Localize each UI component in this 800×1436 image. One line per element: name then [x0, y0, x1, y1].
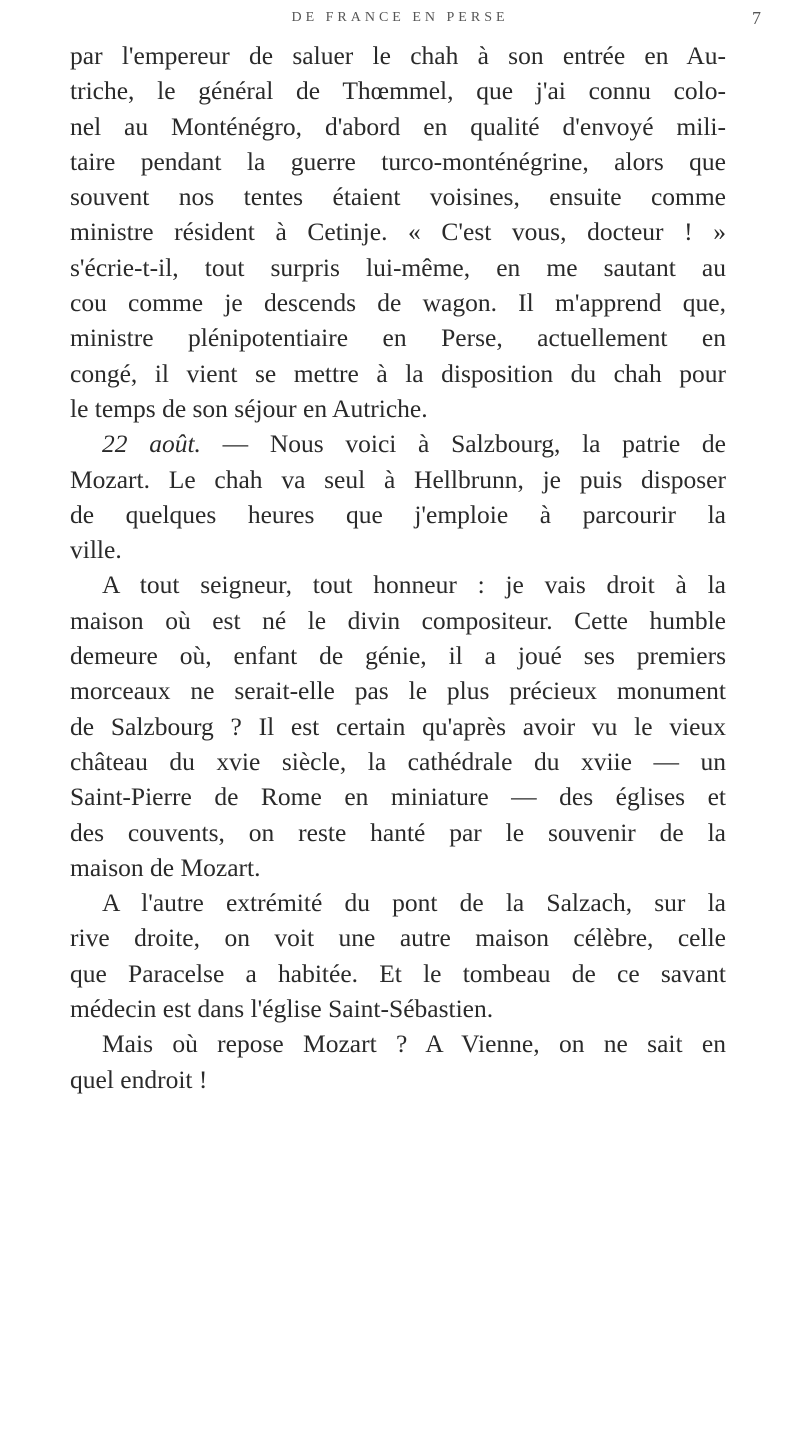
text-line: morceaux ne serait-elle pas le plus précieux monument — [70, 676, 726, 706]
entry-date: 22 août. — [102, 429, 201, 459]
text-line: s'écrie-t-il, tout surpris lui-même, en me sautant au — [70, 252, 726, 282]
body-text — [70, 38, 726, 1097]
text-line: demeure où, enfant de génie, il a joué ses premiers — [70, 641, 726, 671]
text-line: A l'autre extrémité du pont de la Salzach, sur la — [102, 888, 726, 918]
text-line: des couvents, on reste hanté par le souvenir de la — [70, 817, 726, 847]
text-line: de Salzbourg ? Il est certain qu'après avoir vu le vieux — [70, 711, 726, 741]
text-line: le temps de son séjour en Autriche. — [70, 393, 428, 423]
page-number: 7 — [752, 8, 761, 28]
text-line: château du xvie siècle, la cathédrale du xviie — un — [70, 746, 726, 776]
text-line: Saint-Pierre de Rome en miniature — des églises et — [70, 782, 726, 812]
text-line: ministre plénipotentiaire en Perse, actuellement en — [70, 323, 726, 353]
text-line: par l'empereur de saluer le chah à son entrée en Au- — [70, 41, 726, 70]
text-line: triche, le général de Thœmmel, que j'ai connu colo- — [70, 76, 726, 106]
text-line: Mais où repose Mozart ? A Vienne, on ne sait en — [102, 1029, 726, 1059]
text-line: nel au Monténégro, d'abord en qualité d'envoyé mili- — [70, 111, 726, 141]
entry-text: — Nous voici à Salzbourg, la patrie de — [200, 429, 726, 459]
text-line: de quelques heures que j'emploie à parcourir la — [70, 499, 726, 529]
text-line: quel endroit ! — [70, 1064, 208, 1094]
text-line: ministre résident à Cetinje. « C'est vous, docteur ! » — [70, 217, 726, 247]
text-line: A tout seigneur, tout honneur : je vais droit à la — [102, 570, 726, 600]
running-head: DE FRANCE EN PERSE — [291, 10, 509, 25]
text-line: ville. — [70, 535, 122, 565]
text-line: médecin est dans l'église Saint-Sébastien. — [70, 994, 494, 1024]
text-line: taire pendant la guerre turco-monténégrine, alors que — [70, 146, 726, 176]
text-line — [70, 426, 726, 461]
text-line: rive droite, on voit une autre maison célèbre, celle — [70, 923, 726, 953]
text-line: congé, il vient se mettre à la disposition du chah pour — [70, 358, 726, 388]
text-line: cou comme je descends de wagon. Il m'apprend que, — [70, 288, 726, 318]
text-line: maison de Mozart. — [70, 852, 261, 882]
text-line: souvent nos tentes étaient voisines, ensuite comme — [70, 182, 726, 212]
text-line: maison où est né le divin compositeur. Cette humble — [70, 605, 726, 635]
text-line: que Paracelse a habitée. Et le tombeau de ce savant — [70, 958, 726, 988]
text-line: Mozart. Le chah va seul à Hellbrunn, je puis disposer — [70, 464, 726, 494]
